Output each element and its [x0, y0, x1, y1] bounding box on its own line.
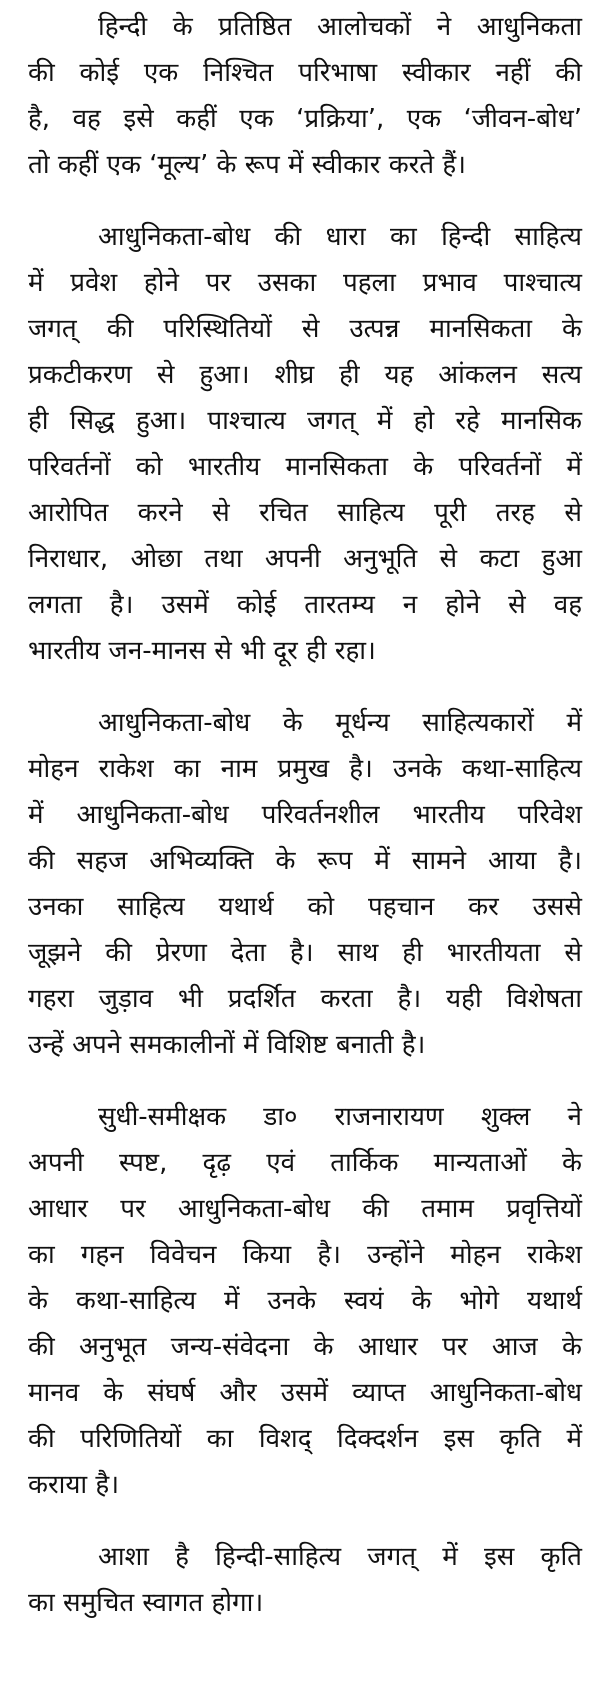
text-line: आधुनिकता-बोध के मूर्धन्य साहित्यकारों में: [98, 708, 582, 738]
text-line: हिन्दी के प्रतिष्ठित आलोचकों ने आधुनिकता: [98, 12, 582, 42]
text-line: परिवर्तनों को भारतीय मानसिकता के परिवर्तनों में: [28, 452, 582, 482]
paragraph: [28, 700, 582, 1068]
text-line: जगत् की परिस्थितियों से उत्पन्न मानसिकता के: [28, 314, 582, 344]
text-line: मोहन राकेश का नाम प्रमुख है। उनके कथा-साहित्य: [28, 754, 582, 784]
text-line: मानव के संघर्ष और उसमें व्याप्त आधुनिकता-बोध: [28, 1378, 582, 1408]
text-line: सुधी-समीक्षक डा० राजनारायण शुक्ल ने: [98, 1102, 582, 1132]
text-line: की सहज अभिव्यक्ति के रूप में सामने आया है।: [28, 846, 582, 876]
text-line: है, वह इसे कहीं एक ‘प्रक्रिया’, एक ‘जीवन-बोध’: [28, 104, 582, 134]
text-line: प्रकटीकरण से हुआ। शीघ्र ही यह आंकलन सत्य: [28, 360, 582, 390]
paragraph: [28, 214, 582, 674]
text-line: की कोई एक निश्चित परिभाषा स्वीकार नहीं की: [28, 58, 582, 88]
text-line: में प्रवेश होने पर उसका पहला प्रभाव पाश्चात्य: [28, 268, 582, 298]
paragraph: [28, 1534, 582, 1626]
text-line: लगता है। उसमें कोई तारतम्य न होने से वह: [28, 590, 582, 620]
text-line: तो कहीं एक ‘मूल्य’ के रूप में स्वीकार करते हैं।: [28, 150, 467, 180]
text-line: आशा है हिन्दी-साहित्य जगत् में इस कृति: [98, 1542, 582, 1572]
text-line: आरोपित करने से रचित साहित्य पूरी तरह से: [28, 498, 582, 528]
text-line: का गहन विवेचन किया है। उन्होंने मोहन राकेश: [28, 1240, 582, 1270]
text-line: निराधार, ओछा तथा अपनी अनुभूति से कटा हुआ: [28, 544, 582, 574]
text-line: ही सिद्ध हुआ। पाश्चात्य जगत् में हो रहे मानसिक: [28, 406, 582, 436]
text-line: भारतीय जन-मानस से भी दूर ही रहा।: [28, 636, 376, 666]
text-line: में आधुनिकता-बोध परिवर्तनशील भारतीय परिवेश: [28, 800, 582, 830]
text-line: अपनी स्पष्ट, दृढ़ एवं तार्किक मान्यताओं के: [28, 1148, 582, 1178]
text-line: कराया है।: [28, 1470, 120, 1500]
text-line: गहरा जुड़ाव भी प्रदर्शित करता है। यही विशेषता: [28, 984, 582, 1014]
text-line: की अनुभूत जन्य-संवेदना के आधार पर आज के: [28, 1332, 582, 1362]
text-line: आधार पर आधुनिकता-बोध की तमाम प्रवृत्तियों: [28, 1194, 582, 1224]
text-line: की परिणितियों का विशद् दिक्दर्शन इस कृति में: [28, 1424, 582, 1454]
text-line: आधुनिकता-बोध की धारा का हिन्दी साहित्य: [98, 222, 582, 252]
text-line: उनका साहित्य यथार्थ को पहचान कर उससे: [28, 892, 582, 922]
text-line: उन्हें अपने समकालीनों में विशिष्ट बनाती है।: [28, 1030, 426, 1060]
text-line: का समुचित स्वागत होगा।: [28, 1588, 264, 1618]
text-line: जूझने की प्रेरणा देता है। साथ ही भारतीयता से: [28, 938, 582, 968]
paragraph: [28, 4, 582, 188]
text-line: के कथा-साहित्य में उनके स्वयं के भोगे यथार्थ: [28, 1286, 582, 1316]
paragraph: [28, 1094, 582, 1508]
